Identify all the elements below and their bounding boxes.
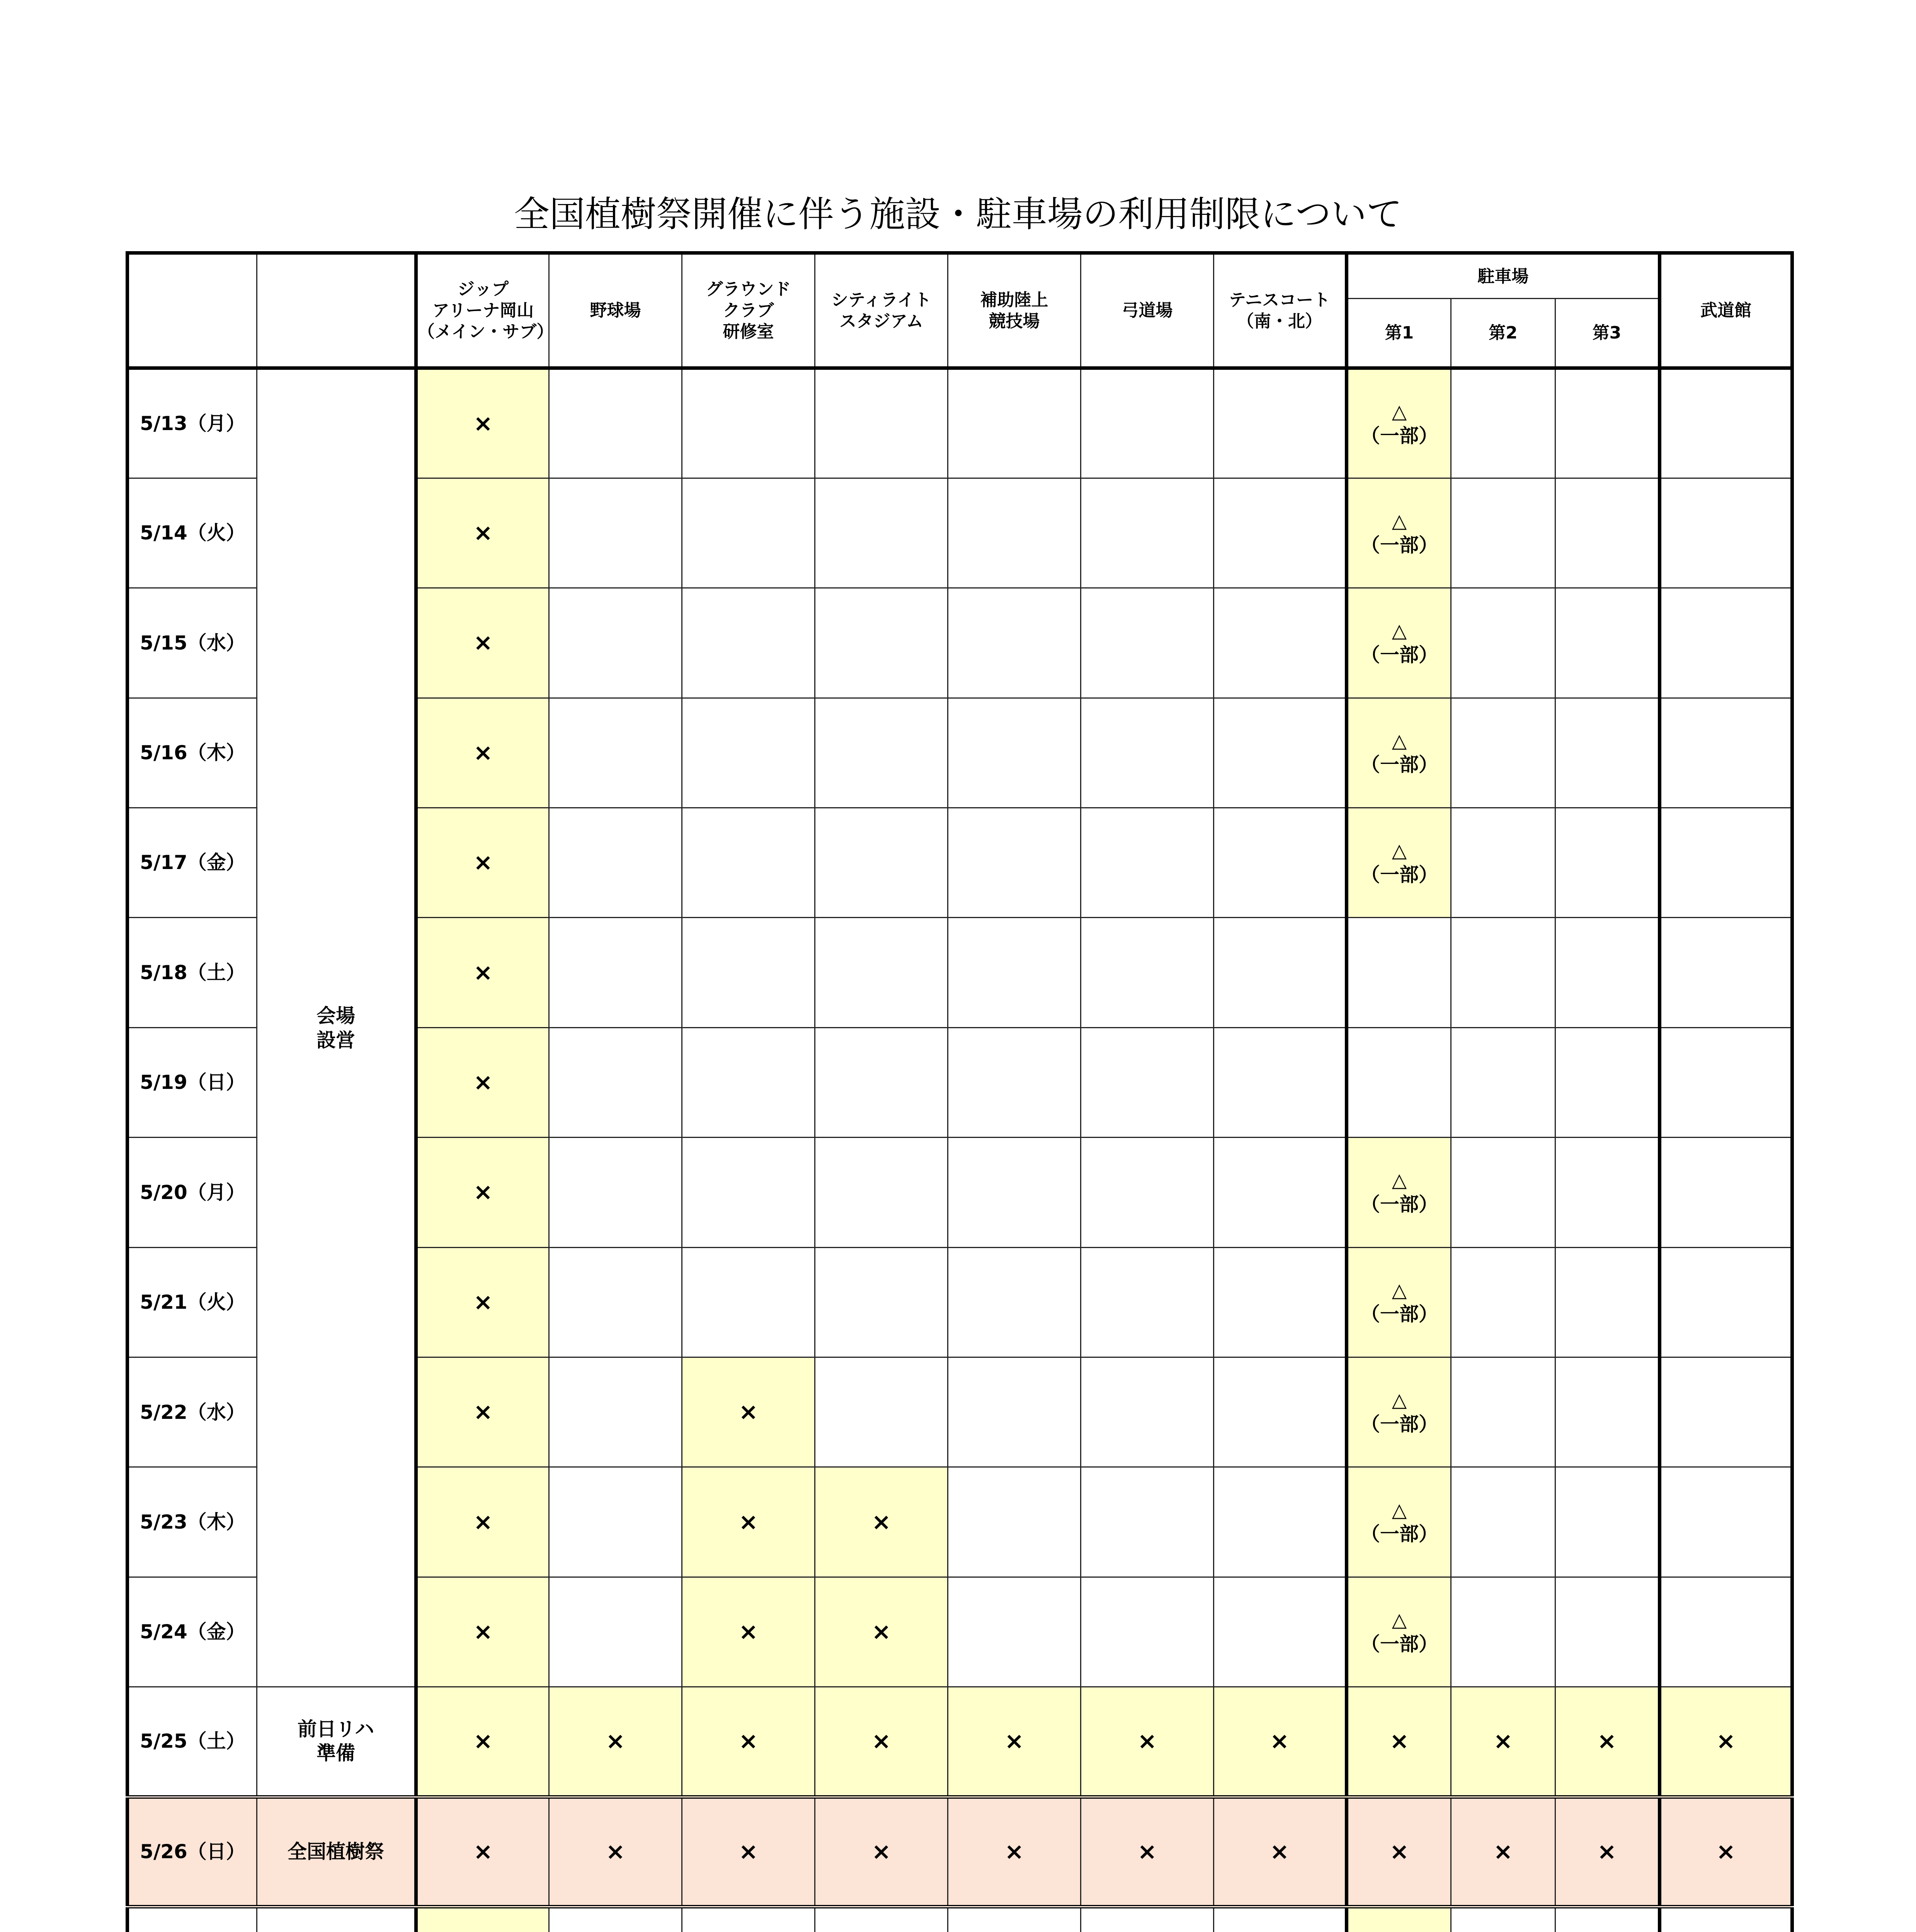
header-date-cell bbox=[128, 253, 257, 368]
header-kyudo: 弓道場 bbox=[1081, 253, 1214, 368]
mark-cross: × bbox=[416, 478, 549, 588]
date-cell bbox=[128, 1907, 257, 1932]
date-cell: 5/20（月） bbox=[128, 1138, 257, 1247]
mark-cross: × bbox=[416, 808, 549, 918]
mark-cross: × bbox=[549, 1687, 682, 1797]
mark-cross: × bbox=[1347, 1687, 1451, 1797]
mark-cross: × bbox=[549, 1797, 682, 1906]
phase-cleanup bbox=[257, 1907, 416, 1932]
mark-cross: × bbox=[416, 1357, 549, 1467]
table-row-festival bbox=[128, 1797, 1792, 1906]
header-parking-3: 第3 bbox=[1555, 299, 1660, 368]
header-baseball: 野球場 bbox=[549, 253, 682, 368]
mark-cross: × bbox=[416, 1797, 549, 1906]
table-row bbox=[128, 1687, 1792, 1797]
header-parking-2: 第2 bbox=[1451, 299, 1555, 368]
page-title: 全国植樹祭開催に伴う施設・駐車場の利用制限について bbox=[514, 194, 1402, 235]
date-cell: 5/23（木） bbox=[128, 1467, 257, 1577]
phase-festival: 全国植樹祭 bbox=[257, 1797, 416, 1906]
mark-cross: × bbox=[416, 1027, 549, 1137]
facility-restriction-table bbox=[126, 251, 1794, 1932]
mark-cross: × bbox=[1214, 1797, 1347, 1906]
date-cell: 5/17（金） bbox=[128, 808, 257, 918]
mark-partial: △ （一部） bbox=[1347, 478, 1451, 588]
mark-partial: △ （一部） bbox=[1347, 808, 1451, 918]
header-parking: 駐車場 bbox=[1347, 253, 1660, 299]
mark-partial: △ （一部） bbox=[1347, 1467, 1451, 1577]
header-tennis: テニスコート （南・北） bbox=[1214, 253, 1347, 368]
mark-cross: × bbox=[416, 1247, 549, 1357]
date-cell: 5/21（火） bbox=[128, 1247, 257, 1357]
mark-cross: × bbox=[416, 588, 549, 698]
mark-partial: △ （一部） bbox=[1347, 588, 1451, 698]
mark-cross: × bbox=[416, 1577, 549, 1687]
mark-cross: × bbox=[1660, 1687, 1792, 1797]
phase-prep: 前日リハ 準備 bbox=[257, 1687, 416, 1797]
date-cell: 5/15（水） bbox=[128, 588, 257, 698]
mark-partial: △ （一部） bbox=[1347, 1138, 1451, 1247]
date-cell: 5/24（金） bbox=[128, 1577, 257, 1687]
mark-cross: × bbox=[1660, 1797, 1792, 1906]
mark-cross: × bbox=[1451, 1797, 1555, 1906]
mark-partial: △ （一部） bbox=[1347, 1247, 1451, 1357]
header-parking-1: 第1 bbox=[1347, 299, 1451, 368]
date-cell: 5/22（水） bbox=[128, 1357, 257, 1467]
mark-cross: × bbox=[1451, 1687, 1555, 1797]
table-row bbox=[128, 368, 1792, 478]
mark-cross: × bbox=[815, 1687, 948, 1797]
mark-cross bbox=[416, 1907, 549, 1932]
mark-cross: × bbox=[416, 368, 549, 478]
date-cell: 5/26（日） bbox=[128, 1797, 257, 1906]
mark-cross: × bbox=[1347, 1797, 1451, 1906]
mark-cross: × bbox=[948, 1797, 1081, 1906]
mark-cross: × bbox=[682, 1797, 815, 1906]
date-cell: 5/25（土） bbox=[128, 1687, 257, 1797]
phase-setup: 会場 設営 bbox=[257, 368, 416, 1687]
date-cell: 5/19（日） bbox=[128, 1027, 257, 1137]
mark-cross: × bbox=[815, 1577, 948, 1687]
mark-cross: × bbox=[1214, 1687, 1347, 1797]
mark-partial: △ （一部） bbox=[1347, 698, 1451, 808]
mark-cross: × bbox=[682, 1687, 815, 1797]
date-cell: 5/14（火） bbox=[128, 478, 257, 588]
mark-cross: × bbox=[682, 1357, 815, 1467]
mark-partial: △ （一部） bbox=[1347, 1357, 1451, 1467]
mark-cross: × bbox=[416, 918, 549, 1027]
mark-cross: × bbox=[1555, 1687, 1660, 1797]
date-cell: 5/18（土） bbox=[128, 918, 257, 1027]
header-row-1 bbox=[128, 253, 1792, 299]
mark-cross: × bbox=[815, 1797, 948, 1906]
header-budokan: 武道館 bbox=[1660, 253, 1792, 368]
mark-cross: × bbox=[416, 1138, 549, 1247]
mark-cross: × bbox=[416, 1467, 549, 1577]
mark-cross: × bbox=[682, 1577, 815, 1687]
mark-partial: △ （一部） bbox=[1347, 1577, 1451, 1687]
mark-cross: × bbox=[416, 698, 549, 808]
header-ground-club: グラウンド クラブ 研修室 bbox=[682, 253, 815, 368]
date-cell: 5/16（木） bbox=[128, 698, 257, 808]
header-phase-cell bbox=[257, 253, 416, 368]
header-city-light: シティライト スタジアム bbox=[815, 253, 948, 368]
mark-cross: × bbox=[815, 1467, 948, 1577]
header-track: 補助陸上 競技場 bbox=[948, 253, 1081, 368]
table-row bbox=[128, 1907, 1792, 1932]
date-cell: 5/13（月） bbox=[128, 368, 257, 478]
mark-cross: × bbox=[682, 1467, 815, 1577]
mark-partial bbox=[1347, 1907, 1451, 1932]
mark-partial: △ （一部） bbox=[1347, 368, 1451, 478]
mark-cross: × bbox=[1081, 1687, 1214, 1797]
mark-cross: × bbox=[1555, 1797, 1660, 1906]
header-arena: ジップ アリーナ岡山 （メイン・サブ） bbox=[416, 253, 549, 368]
mark-cross: × bbox=[416, 1687, 549, 1797]
mark-cross: × bbox=[1081, 1797, 1214, 1906]
mark-cross: × bbox=[948, 1687, 1081, 1797]
